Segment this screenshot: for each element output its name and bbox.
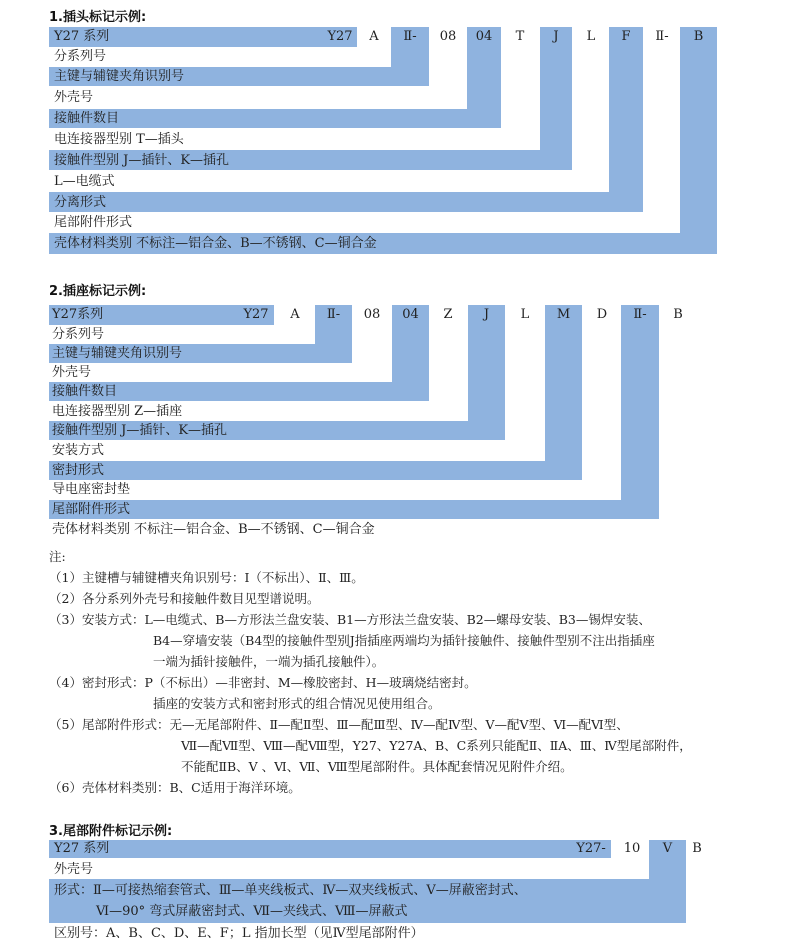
row-label: 外壳号 [54,862,94,877]
row-band [49,192,643,212]
note-line: （5）尾部附件形式：无—无尾部附件、Ⅱ—配Ⅱ型、Ⅲ—配Ⅲ型、Ⅳ—配Ⅳ型、Ⅴ—配Ⅴ型、Ⅵ—配Ⅵ型、 [49,717,629,732]
code-contact-type: J [483,307,490,322]
note-line: 插座的安装方式和密封形式的组合情况见使用组合。 [153,696,441,711]
row-label: 导电座密封垫 [52,482,131,497]
row-label: 接触件型别 J—插针、K—插孔 [54,153,230,168]
series-label: Y27 系列 [54,29,110,44]
code-contacts: 04 [475,29,493,44]
code-tail: Ⅱ- [633,307,647,322]
row-label: Ⅵ—90° 弯式屏蔽密封式、Ⅶ—夹线式、Ⅷ—屏蔽式 [96,904,408,919]
row-label: 接触件数目 [52,384,118,399]
row-label: 区别号：A、B、C、D、E、F；L 指加长型（见Ⅳ型尾部附件） [54,926,424,941]
note-line: （1）主键槽与辅键槽夹角识别号：Ⅰ（不标出）、Ⅱ、Ⅲ。 [49,570,364,585]
section2-heading: 2.插座标记示例: [49,284,147,299]
row-label: 电连接器型别 Z—插座 [52,404,183,419]
note-line: （4）密封形式：P（不标出）—非密封、M—橡胶密封、H—玻璃烧结密封。 [49,675,477,690]
code-variant: B [692,841,702,856]
code-mount: L [520,307,530,322]
code-seal: M [556,307,571,322]
row-label: 主键与辅键夹角识别号 [54,69,185,84]
section1-heading: 1.插头标记示例: [49,10,147,25]
code-type: T [515,29,525,44]
row-band [49,500,659,519]
row-label: 分离形式 [54,195,107,210]
row-label: 接触件型别 J—插针、K—插孔 [52,423,228,438]
bracket-j [468,305,505,440]
note-line: 一端为插针接触件，一端为插孔接触件）。 [153,654,385,669]
note-line: （2）各分系列外壳号和接触件数目见型谱说明。 [49,591,320,606]
section3-heading: 3.尾部附件标记示例: [49,824,173,839]
row-label: 外壳号 [52,365,92,380]
code-separation: F [621,29,631,44]
bracket-b [680,27,717,254]
row-label: 尾部附件形式 [54,215,133,230]
code-form: V [662,841,673,856]
row-label: 电连接器型别 T—插头 [54,132,184,147]
row-label: 壳体材料类别 不标注—铝合金、B—不锈钢、C—铜合金 [54,236,377,251]
series-band [49,840,611,858]
row-label: 壳体材料类别 不标注—铝合金、B—不锈钢、C—铜合金 [52,522,375,537]
code-series: Y27 [327,29,353,44]
bracket-j [540,27,572,170]
series-label: Y27系列 [52,307,104,322]
note-line: B4—穿墙安装（B4型的接触件型别J指插座两端均为插针接触件、接触件型别不注出指插座 [153,633,655,648]
code-material: B [673,307,683,322]
row-label: 外壳号 [54,90,94,105]
row-label: L—电缆式 [54,174,115,189]
code-shell: 08 [439,29,457,44]
code-series: Y27- [576,841,606,856]
code-angle: A [290,307,300,322]
bracket-tail [621,305,659,519]
code-subseries: Ⅱ- [326,307,341,322]
code-angle: A [369,29,379,44]
note-line: Ⅶ—配Ⅶ型、Ⅷ—配Ⅷ型，Y27、Y27A、B、C系列只能配Ⅱ、ⅡA、Ⅲ、Ⅳ型尾部附件， [181,738,692,753]
bracket-f [609,27,643,192]
code-type: Z [443,307,453,322]
code-series: Y27 [243,307,269,322]
code-subseries: Ⅱ- [403,29,417,44]
row-label: 分系列号 [54,49,107,64]
code-shell: 08 [363,307,381,322]
code-material: B [693,29,704,44]
note-line: （6）壳体材料类别：B、C适用于海洋环境。 [49,780,301,795]
code-shell: 10 [623,841,641,856]
row-label: 安装方式 [52,443,105,458]
row-label: 形式：Ⅱ—可接热缩套管式、Ⅲ—单夹线板式、Ⅳ—双夹线板式、Ⅴ—屏蔽密封式、 [54,883,527,898]
series-label: Y27 系列 [54,841,110,856]
code-contacts: 04 [402,307,419,322]
code-tail: Ⅱ- [655,29,669,44]
row-label: 分系列号 [52,327,105,342]
row-label: 尾部附件形式 [52,502,131,517]
notes-title: 注: [49,549,66,564]
row-label: 密封形式 [52,463,105,478]
code-gasket: D [596,307,608,322]
code-cable: L [586,29,596,44]
note-line: （3）安装方式：L—电缆式、B—方形法兰盘安装、B1—方形法兰盘安装、B2—螺母安装、B3—锡焊安装、 [49,612,651,627]
row-label: 接触件数目 [54,111,120,126]
note-line: 不能配ⅡB、Ⅴ 、Ⅵ、Ⅶ、Ⅷ型尾部附件。具体配套情况见附件介绍。 [181,759,573,774]
row-band [49,461,582,480]
code-contact-type: J [553,29,559,44]
bracket-m [545,305,582,480]
row-label: 主键与辅键夹角识别号 [52,346,183,361]
